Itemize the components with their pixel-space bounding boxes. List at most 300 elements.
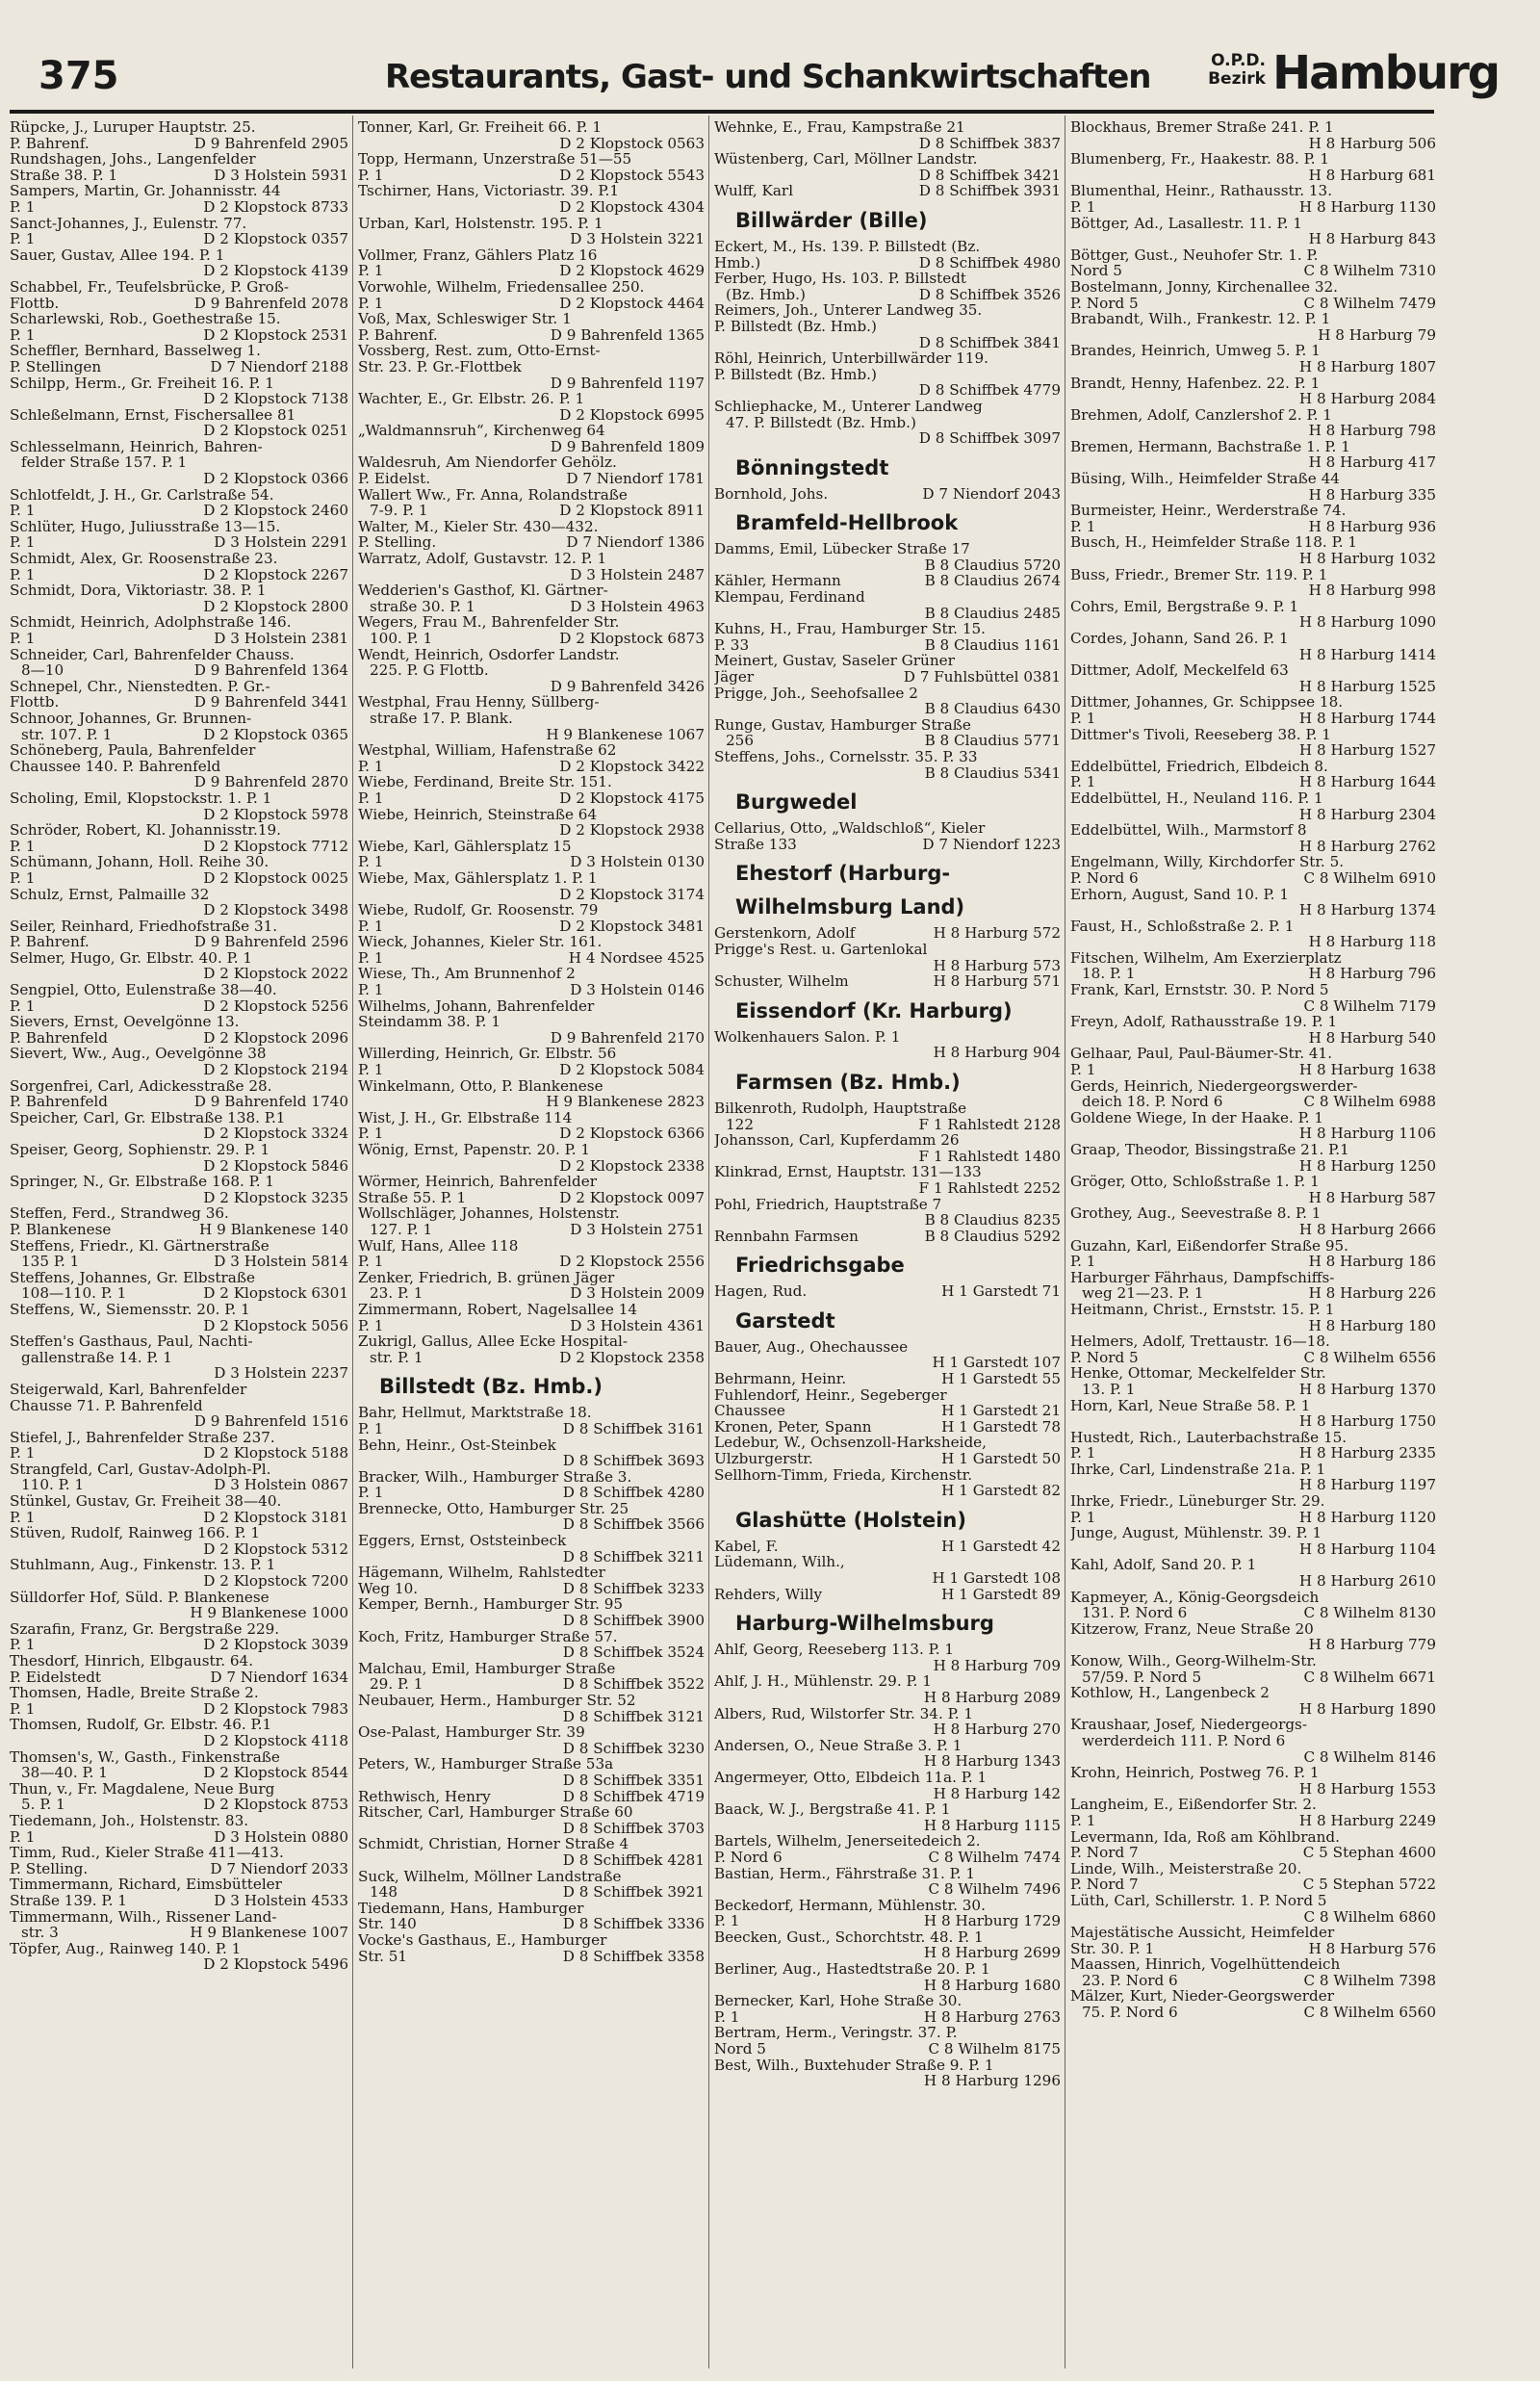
listing-line: [358, 1405, 705, 1421]
listing-text: P. 1: [1070, 1445, 1096, 1462]
listing-line: [1070, 1430, 1436, 1446]
listing-line: [10, 839, 348, 855]
listing-text: Behrmann, Heinr.: [714, 1371, 847, 1387]
listing-line: [10, 1462, 348, 1478]
listing-line: [714, 168, 1061, 184]
listing-text: Klempau, Ferdinand: [714, 589, 865, 606]
listing-text: Str. 23. P. Gr.-Flottbek: [358, 358, 522, 375]
phone-number: C 8 Wilhelm 6671: [1303, 1669, 1436, 1686]
listing-text: Kraushaar, Josef, Niedergeorgs-: [1070, 1717, 1307, 1733]
listing-text: straße 30. P. 1: [370, 598, 475, 615]
listing-line: [1070, 279, 1436, 296]
listing-text: P. 1: [358, 789, 384, 807]
phone-number: H 8 Harburg 904: [933, 1045, 1061, 1061]
phone-number: D 2 Klopstock 2556: [559, 1254, 705, 1270]
listing-text: Wiebe, Ferdinand, Breite Str. 151.: [358, 774, 612, 790]
phone-number: D 7 Niendorf 1781: [566, 471, 705, 487]
listing-line: [10, 471, 348, 487]
listing-line: [1070, 1733, 1436, 1749]
phone-number: D 2 Klopstock 5312: [203, 1540, 348, 1558]
listing-text: Steindamm 38. P. 1: [358, 1014, 500, 1030]
listing-text: Ritscher, Carl, Hamburger Straße 60: [358, 1804, 633, 1821]
phone-number: D 2 Klopstock 3422: [559, 758, 705, 775]
listing-line: [358, 1270, 705, 1286]
listing-line: [10, 1477, 348, 1493]
listing-line: [358, 1852, 705, 1869]
listing-line: [10, 119, 348, 136]
listing-line: [10, 790, 348, 807]
listing-line: [10, 1078, 348, 1095]
listing-text: Sülldorfer Hof, Süld. P. Blankenese: [10, 1589, 270, 1606]
listing-text: Konow, Wilh., Georg-Wilhelm-Str.: [1070, 1653, 1317, 1669]
listing-line: [10, 1174, 348, 1190]
listing-text: Kemper, Bernh., Hamburger Str. 95: [358, 1596, 624, 1614]
listing-text: Walter, M., Kieler Str. 430—432.: [358, 518, 599, 535]
listing-line: [358, 216, 705, 232]
listing-line: [1070, 1973, 1436, 1989]
listing-line: [10, 1797, 348, 1813]
listing-text: Sievers, Ernst, Oevelgönne 13.: [10, 1014, 240, 1030]
listing-line: [358, 1078, 705, 1095]
listing-line: [714, 837, 1061, 853]
listing-line: [358, 407, 705, 424]
listing-text: 8—10: [21, 662, 64, 679]
listing-text: P. 1: [358, 982, 384, 998]
listing-text: Rethwisch, Henry: [358, 1788, 491, 1805]
listing-text: Thomsen, Hadle, Breite Straße 2.: [10, 1685, 259, 1701]
listing-line: [1070, 774, 1436, 790]
listing-text: P. Bahrenf.: [10, 135, 90, 152]
listing-text: Wiebe, Karl, Gählersplatz 15: [358, 838, 572, 855]
listing-text: Grothey, Aug., Seevestraße 8. P. 1: [1070, 1205, 1322, 1222]
listing-text: P. Nord 5: [1070, 295, 1139, 312]
listing-line: [10, 711, 348, 727]
listing-text: Büsing, Wilh., Heimfelder Straße 44: [1070, 471, 1340, 487]
listing-column-4: [1070, 119, 1436, 2363]
listing-text: Wolkenhauers Salon. P. 1: [714, 1028, 901, 1046]
listing-line: [1070, 1510, 1436, 1526]
phone-number: C 8 Wilhelm 7496: [928, 1881, 1061, 1898]
listing-text: Kähler, Hermann: [714, 573, 841, 590]
listing-text: Vollmer, Franz, Gählers Platz 16: [358, 246, 598, 264]
listing-text: Wönig, Ernst, Papenstr. 20. P. 1: [358, 1142, 591, 1158]
listing-line: [358, 759, 705, 775]
phone-number: C 8 Wilhelm 6988: [1303, 1094, 1436, 1110]
listing-line: [714, 765, 1061, 782]
phone-number: D 3 Holstein 3221: [570, 231, 705, 247]
page-title: Restaurants, Gast- und Schankwirtschaften: [385, 58, 1151, 96]
listing-line: [358, 567, 705, 583]
listing-line: [358, 551, 705, 567]
listing-text: P. Nord 7: [1070, 1876, 1139, 1893]
listing-line: [714, 1467, 1061, 1484]
listing-text: Scheffler, Bernhard, Basselweg 1.: [10, 343, 261, 359]
phone-number: D 8 Schiffbek 4719: [562, 1788, 705, 1805]
phone-number: D 9 Bahrenfeld 1197: [550, 375, 705, 392]
listing-line: [358, 1485, 705, 1501]
phone-number: H 8 Harburg 576: [1308, 1940, 1436, 1957]
listing-text: Fitschen, Wilhelm, Am Exerzierplatz: [1070, 949, 1342, 967]
listing-line: [714, 2025, 1061, 2041]
listing-line: [714, 350, 1061, 367]
listing-text: Wiebe, Heinrich, Steinstraße 64: [358, 806, 598, 823]
listing-text: Wegers, Frau M., Bahrenfelder Str.: [358, 614, 620, 631]
listing-line: [10, 247, 348, 264]
phone-number: D 8 Schiffbek 3900: [562, 1613, 705, 1629]
listing-text: Timm, Rud., Kieler Straße 411—413.: [10, 1845, 284, 1861]
listing-line: [358, 359, 705, 375]
listing-line: [358, 1629, 705, 1645]
listing-text: P. 1: [1070, 774, 1096, 790]
phone-number: C 8 Wilhelm 7479: [1303, 295, 1436, 312]
listing-line: [358, 1901, 705, 1917]
phone-number: H 8 Harburg 1115: [923, 1817, 1061, 1834]
listing-text: Burmeister, Heinr., Werderstraße 74.: [1070, 503, 1347, 519]
listing-text: Nord 5: [1070, 263, 1122, 279]
listing-text: 127. P. 1: [370, 1221, 433, 1238]
phone-number: D 2 Klopstock 0365: [203, 726, 348, 743]
listing-text: P. 1: [10, 566, 36, 583]
listing-text: Schröder, Robert, Kl. Johannisstr.19.: [10, 822, 281, 839]
listing-line: [10, 231, 348, 247]
listing-line: [1070, 1445, 1436, 1462]
phone-number: H 8 Harburg 1750: [1298, 1413, 1436, 1430]
listing-line: [714, 1029, 1061, 1046]
listing-line: [358, 247, 705, 264]
listing-line: [714, 2009, 1061, 2026]
listing-text: Wiebe, Max, Gählersplatz 1. P. 1: [358, 869, 598, 887]
listing-line: [358, 807, 705, 823]
phone-number: H 8 Harburg 186: [1308, 1254, 1436, 1270]
listing-text: P. 1: [10, 997, 36, 1015]
phone-number: D 2 Klopstock 2460: [203, 503, 348, 519]
listing-line: [10, 1685, 348, 1701]
listing-line: [1070, 1398, 1436, 1414]
listing-line: [1070, 1030, 1436, 1047]
listing-text: Eddelbüttel, H., Neuland 116. P. 1: [1070, 789, 1323, 807]
listing-text: Freyn, Adolf, Rathausstraße 19. P. 1: [1070, 1014, 1338, 1030]
listing-line: [714, 1403, 1061, 1419]
listing-line: [1070, 854, 1436, 870]
listing-line: [10, 854, 348, 870]
listing-line: [1070, 694, 1436, 711]
listing-text: Peters, W., Hamburger Straße 53a: [358, 1756, 614, 1773]
phone-number: D 8 Schiffbek 4980: [918, 254, 1061, 272]
listing-line: [714, 1100, 1061, 1117]
phone-number: H 8 Harburg 226: [1308, 1285, 1436, 1302]
listing-text: P. 1: [10, 1700, 36, 1718]
listing-line: [10, 1062, 348, 1078]
phone-number: D 7 Niendorf 2033: [210, 1860, 348, 1877]
listing-line: [10, 407, 348, 424]
listing-text: P. 1: [358, 949, 384, 967]
listing-line: [1070, 870, 1436, 887]
listing-line: [1070, 582, 1436, 599]
listing-text: Dittmer, Johannes, Gr. Schippsee 18.: [1070, 694, 1344, 711]
listing-text: Gröger, Otto, Schloßstraße 1. P. 1: [1070, 1174, 1320, 1190]
listing-text: Hmb.): [714, 254, 761, 272]
listing-text: Malchau, Emil, Hamburger Straße: [358, 1660, 616, 1677]
listing-line: [358, 327, 705, 344]
listing-line: [10, 1238, 348, 1255]
listing-text: Wollschläger, Johannes, Holstenstr.: [358, 1205, 620, 1222]
listing-text: Ferber, Hugo, Hs. 103. P. Billstedt: [714, 271, 967, 287]
phone-number: H 1 Garstedt 42: [941, 1538, 1061, 1555]
listing-line: [358, 439, 705, 455]
listing-line: [714, 942, 1061, 958]
listing-line: [358, 934, 705, 950]
phone-number: D 3 Holstein 2009: [570, 1285, 705, 1302]
phone-number: B 8 Claudius 5341: [924, 764, 1061, 782]
listing-line: [358, 1469, 705, 1486]
listing-text: Reimers, Joh., Unterer Landweg 35.: [714, 302, 983, 319]
phone-number: D 8 Schiffbek 3421: [918, 167, 1061, 184]
listing-text: 100. P. 1: [370, 631, 433, 647]
listing-line: [10, 423, 348, 439]
listing-line: [358, 1709, 705, 1725]
phone-number: H 8 Harburg 506: [1308, 135, 1436, 152]
listing-text: Vocke's Gasthaus, E., Hamburger: [358, 1931, 607, 1949]
listing-line: [10, 662, 348, 679]
phone-number: H 1 Garstedt 82: [941, 1483, 1061, 1499]
listing-line: [1070, 822, 1436, 839]
phone-number: D 8 Schiffbek 4280: [562, 1485, 705, 1501]
listing-text: Straße 55. P. 1: [358, 1189, 467, 1206]
listing-line: [10, 311, 348, 327]
phone-number: D 8 Schiffbek 3837: [918, 135, 1061, 152]
listing-text: Faust, H., Schloßstraße 2. P. 1: [1070, 918, 1295, 935]
phone-number: D 9 Bahrenfeld 2170: [550, 1029, 705, 1047]
listing-line: [10, 1270, 348, 1286]
phone-number: H 1 Garstedt 107: [932, 1355, 1061, 1372]
listing-line: [1070, 807, 1436, 823]
listing-line: [1070, 1925, 1436, 1941]
listing-line: [1070, 759, 1436, 775]
listing-line: [1070, 1238, 1436, 1255]
listing-text: Weg 10.: [358, 1580, 419, 1597]
listing-line: [358, 902, 705, 919]
listing-line: [1070, 2005, 1436, 2021]
listing-line: [358, 982, 705, 998]
listing-text: Henke, Ottomar, Meckelfelder Str.: [1070, 1365, 1326, 1382]
listing-text: Dittmer's Tivoli, Reeseberg 38. P. 1: [1070, 726, 1331, 743]
listing-line: [714, 1355, 1061, 1371]
listing-text: 131. P. Nord 6: [1082, 1605, 1188, 1621]
listing-text: Strangfeld, Carl, Gustav-Adolph-Pl.: [10, 1461, 271, 1478]
listing-line: [1070, 1270, 1436, 1286]
listing-line: [714, 151, 1061, 168]
listing-line: [1070, 1477, 1436, 1493]
listing-line: [1070, 1637, 1436, 1653]
listing-text: 13. P. 1: [1082, 1381, 1136, 1398]
listing-line: [10, 1205, 348, 1222]
listing-line: [358, 503, 705, 519]
listing-line: [1070, 199, 1436, 216]
locality-heading: Farmsen (Bz. Hmb.): [735, 1070, 961, 1094]
listing-line: [714, 255, 1061, 272]
listing-line: [714, 1961, 1061, 1978]
listing-line: [10, 1941, 348, 1957]
phone-number: D 3 Holstein 2751: [570, 1221, 705, 1238]
listing-text: Böttger, Gust., Neuhofer Str. 1. P.: [1070, 246, 1319, 264]
phone-number: D 9 Bahrenfeld 2905: [193, 135, 348, 152]
listing-line: [358, 454, 705, 471]
listing-line: [358, 1932, 705, 1949]
listing-line: [1070, 247, 1436, 264]
listing-line: [714, 749, 1061, 765]
listing-line: [358, 1565, 705, 1581]
listing-text: Str. 51: [358, 1948, 408, 1965]
listing-text: Stünkel, Gustav, Gr. Freiheit 38—40.: [10, 1493, 282, 1510]
listing-line: [358, 471, 705, 487]
listing-text: Langheim, E., Eißendorfer Str. 2.: [1070, 1797, 1317, 1813]
phone-number: H 8 Harburg 1296: [923, 2073, 1061, 2089]
listing-line: [10, 1222, 348, 1238]
phone-number: D 8 Schiffbek 3230: [562, 1740, 705, 1757]
phone-number: D 9 Bahrenfeld 2596: [193, 934, 348, 950]
listing-text: Stuhlmann, Aug., Finkenstr. 13. P. 1: [10, 1557, 276, 1574]
listing-line: [358, 1916, 705, 1932]
listing-text: Prigge, Joh., Seehofsallee 2: [714, 685, 918, 702]
listing-line: [358, 870, 705, 887]
listing-text: P. Eidelstedt: [10, 1669, 102, 1686]
listing-line: [714, 1554, 1061, 1570]
listing-line: [358, 1804, 705, 1821]
phone-number: D 3 Holstein 2487: [570, 566, 705, 583]
listing-text: Timmermann, Wilh., Rissener Land-: [10, 1908, 277, 1926]
phone-number: D 2 Klopstock 5188: [203, 1445, 348, 1462]
listing-line: [714, 2041, 1061, 2057]
listing-text: P. 1: [1070, 1509, 1096, 1526]
listing-line: [10, 1493, 348, 1510]
phone-number: H 8 Harburg 1343: [923, 1753, 1061, 1770]
listing-text: Tonner, Karl, Gr. Freiheit 66. P. 1: [358, 119, 603, 136]
listing-text: Bostelmann, Jonny, Kirchenallee 32.: [1070, 278, 1338, 296]
listing-line: [1070, 534, 1436, 551]
listing-text: Kuhns, H., Frau, Hamburger Str. 15.: [714, 621, 986, 637]
listing-line: [10, 136, 348, 152]
listing-line: [1070, 471, 1436, 487]
listing-line: [358, 1884, 705, 1901]
phone-number: H 8 Harburg 798: [1308, 423, 1436, 439]
listing-line: [358, 279, 705, 296]
listing-text: 23. P. Nord 6: [1082, 1972, 1178, 1989]
listing-line: [1070, 1669, 1436, 1686]
listing-line: [714, 1721, 1061, 1738]
listing-text: Bahr, Hellmut, Marktstraße 18.: [358, 1405, 592, 1421]
listing-text: Stüven, Rudolf, Rainweg 166. P. 1: [10, 1525, 261, 1541]
phone-number: B 8 Claudius 2485: [924, 605, 1061, 622]
listing-line: [714, 486, 1061, 503]
listing-line: [1070, 1078, 1436, 1095]
phone-number: D 7 Niendorf 1223: [922, 836, 1061, 853]
phone-number: H 8 Harburg 2699: [923, 1945, 1061, 1962]
listing-line: [714, 1117, 1061, 1133]
listing-line: [358, 1421, 705, 1437]
listing-line: [1070, 631, 1436, 647]
listing-text: Brandes, Heinrich, Umweg 5. P. 1: [1070, 343, 1321, 359]
listing-line: [1070, 168, 1436, 184]
listing-line: [1070, 1174, 1436, 1190]
listing-line: [1070, 662, 1436, 679]
listing-text: Gelhaar, Paul, Paul-Bäumer-Str. 41.: [1070, 1046, 1333, 1063]
listing-text: P. Stelling.: [358, 534, 437, 552]
listing-text: P. 1: [358, 295, 384, 312]
phone-number: D 2 Klopstock 6366: [559, 1126, 705, 1142]
phone-number: H 8 Harburg 1527: [1298, 742, 1436, 759]
listing-line: [714, 733, 1061, 749]
listing-line: [1070, 311, 1436, 327]
listing-text: 122: [726, 1116, 754, 1133]
listing-line: [10, 519, 348, 535]
listing-line: [10, 1525, 348, 1541]
listing-line: [10, 742, 348, 759]
listing-line: [1070, 407, 1436, 424]
listing-line: [358, 1821, 705, 1837]
listing-text: 135 P. 1: [21, 1254, 80, 1270]
listing-line: [714, 1690, 1061, 1706]
phone-number: D 8 Schiffbek 4779: [918, 382, 1061, 399]
page-header: [38, 44, 1500, 112]
phone-number: H 8 Harburg 2335: [1298, 1445, 1436, 1462]
listing-line: [714, 1913, 1061, 1929]
listing-text: (Bz. Hmb.): [726, 286, 806, 303]
listing-text: Brennecke, Otto, Hamburger Str. 25: [358, 1500, 629, 1517]
listing-text: Beckedorf, Hermann, Mühlenstr. 30.: [714, 1897, 986, 1914]
phone-number: H 9 Blankenese 1067: [546, 726, 705, 743]
phone-number: H 8 Harburg 1729: [923, 1913, 1061, 1929]
listing-line: [714, 1587, 1061, 1603]
listing-line: [714, 1180, 1061, 1197]
listing-text: Schneider, Carl, Bahrenfelder Chauss.: [10, 646, 295, 663]
listing-line: [714, 1283, 1061, 1300]
listing-text: Busch, H., Heimfelder Straße 118. P. 1: [1070, 534, 1358, 552]
listing-text: Ahlf, Georg, Reeseberg 113. P. 1: [714, 1642, 955, 1658]
listing-text: Chaussee 140. P. Bahrenfeld: [10, 758, 221, 775]
phone-number: D 2 Klopstock 5056: [203, 1317, 348, 1334]
listing-line: [1070, 1701, 1436, 1718]
listing-line: [1070, 902, 1436, 919]
listing-line: [714, 1898, 1061, 1914]
listing-line: [10, 1876, 348, 1893]
phone-number: B 8 Claudius 1161: [924, 636, 1061, 654]
listing-line: [1070, 1302, 1436, 1318]
phone-number: D 2 Klopstock 3498: [203, 902, 348, 919]
listing-text: Bernecker, Karl, Hohe Straße 30.: [714, 1993, 962, 2009]
listing-text: Wallert Ww., Fr. Anna, Rolandstraße: [358, 486, 628, 504]
phone-number: D 2 Klopstock 6301: [203, 1285, 348, 1302]
listing-text: Bauer, Aug., Ohechaussee: [714, 1338, 909, 1356]
listing-line: [358, 1190, 705, 1206]
listing-text: Ahlf, J. H., Mühlenstr. 29. P. 1: [714, 1673, 932, 1690]
listing-line: [714, 2073, 1061, 2089]
phone-number: H 8 Harburg 417: [1308, 454, 1436, 472]
district-label: [1198, 52, 1266, 89]
listing-line: [10, 1254, 348, 1270]
opd-label: O.P.D.: [1211, 51, 1266, 70]
phone-number: B 8 Claudius 5292: [924, 1228, 1061, 1245]
listing-text: P. 1: [10, 326, 36, 344]
listing-line: [358, 1094, 705, 1110]
listing-line: [10, 1573, 348, 1590]
listing-line: [714, 1770, 1061, 1786]
listing-text: P. 1: [714, 1913, 740, 1929]
listing-text: P. 1: [1070, 1812, 1096, 1829]
listing-text: Bracker, Wilh., Hamburger Straße 3.: [358, 1468, 632, 1486]
phone-number: D 7 Niendorf 2043: [922, 485, 1061, 503]
listing-line: [1070, 1573, 1436, 1590]
listing-line: [714, 1866, 1061, 1882]
